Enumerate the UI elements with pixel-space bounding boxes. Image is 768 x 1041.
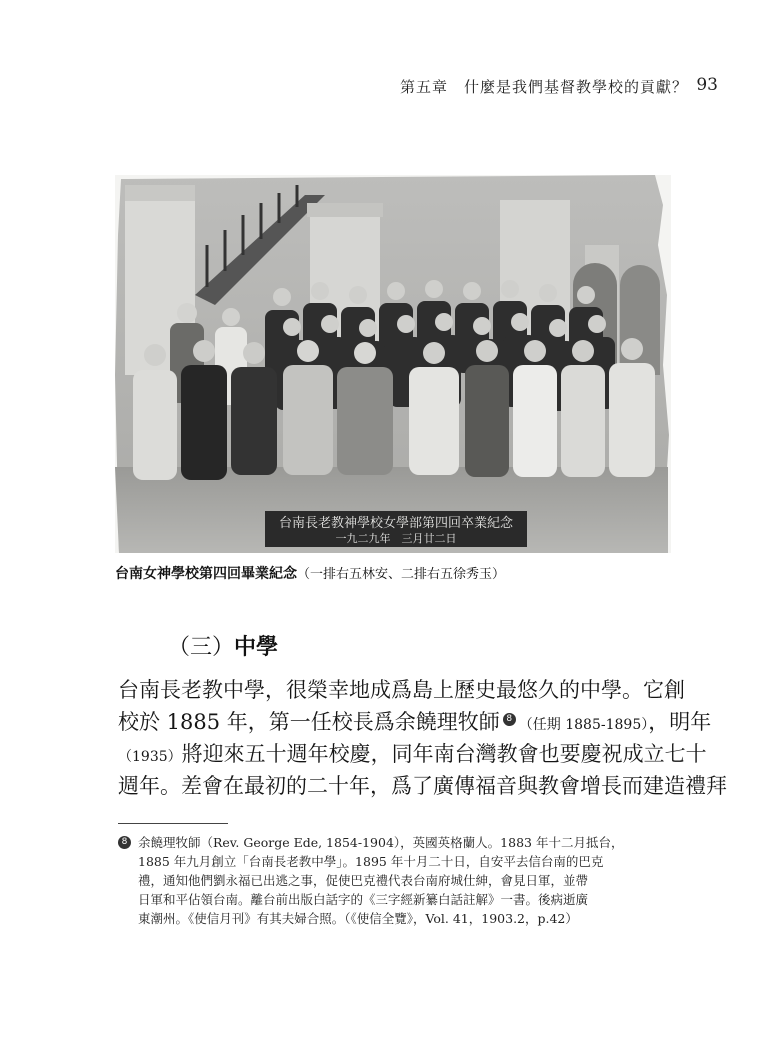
body-line-2-term: （任期 1885-1895） bbox=[518, 717, 649, 733]
group-photo bbox=[115, 175, 671, 553]
page-number: 93 bbox=[696, 75, 718, 95]
body-line-3 bbox=[118, 738, 707, 773]
body-line-2-a: 校於 1885 年，第一任校長爲余饒理牧師 bbox=[118, 710, 500, 734]
photo-banner-line2: 一九二九年 三月廿二日 bbox=[335, 532, 457, 545]
photo-banner-line1: 台南長老教神學校女學部第四回卒業紀念 bbox=[278, 516, 514, 531]
footnote-line: 余饒理牧師（Rev. George Ede, 1854-1904），英國英格蘭人。1883 年十二月抵台， bbox=[138, 835, 624, 850]
section-heading-text: 中學 bbox=[234, 635, 279, 660]
chapter-title: 第五章 什麼是我們基督教學校的貢獻？ bbox=[400, 78, 689, 96]
caption-main: 台南女神學校第四回畢業紀念 bbox=[115, 566, 297, 582]
body-line-3-year: （1935） bbox=[118, 749, 182, 765]
group-photo-image bbox=[115, 175, 671, 553]
footnote-line: 東潮州。《使信月刊》有其夫婦合照。（《使信全覽》，Vol. 41，1903.2，p.42） bbox=[138, 911, 578, 926]
running-header bbox=[400, 76, 718, 98]
body-line-1: 台南長老教中學，很榮幸地成爲島上歷史最悠久的中學。它創 bbox=[118, 678, 685, 702]
body-line-2-c: ，明年 bbox=[648, 710, 712, 734]
body-line-3-b: 將迎來五十週年校慶，同年南台灣教會也要慶祝成立七十 bbox=[181, 742, 707, 766]
footnote-ref-icon[interactable]: 8 bbox=[503, 713, 516, 726]
photo-caption bbox=[115, 563, 675, 583]
footnote-line: 日軍和平佔領台南。離台前出版白話字的《三字經新纂白話註解》一書。後病逝廣 bbox=[138, 892, 589, 907]
footnote-line: 1885 年九月創立「台南長老教中學」。1895 年十月二十日，自安平去信台南的巴克 bbox=[138, 854, 604, 869]
footnote-line: 禮，通知他們劉永福已出逃之事，促使巴克禮代表台南府城仕紳，會見日軍，並帶 bbox=[138, 873, 589, 888]
section-heading-number: （三） bbox=[168, 635, 235, 660]
body-line-2 bbox=[118, 706, 712, 741]
body-line-4: 週年。差會在最初的二十年，爲了廣傳福音與教會增長而建造禮拜 bbox=[118, 774, 727, 798]
caption-paren: （一排右五林安、二排右五徐秀玉） bbox=[297, 567, 506, 582]
footnote-mark-icon: 8 bbox=[118, 836, 131, 849]
section-heading bbox=[168, 630, 278, 661]
footnote bbox=[118, 833, 678, 928]
footnote-divider bbox=[118, 823, 228, 824]
